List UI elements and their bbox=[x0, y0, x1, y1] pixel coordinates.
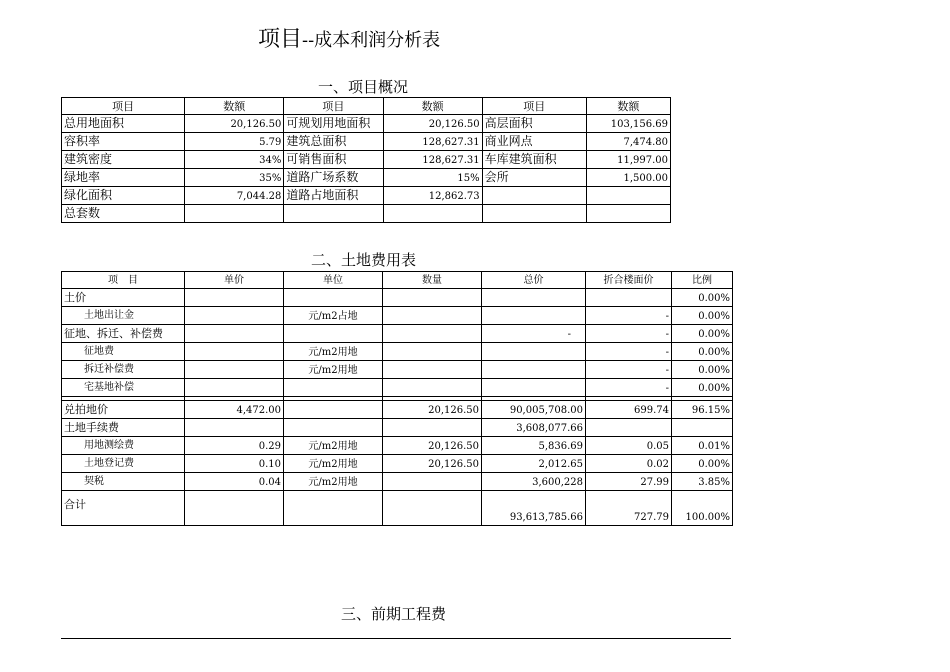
table-cell: 元/m2用地 bbox=[284, 437, 383, 455]
table-cell: - bbox=[586, 361, 672, 379]
table-cell: 总套数 bbox=[62, 205, 185, 223]
table-row bbox=[62, 169, 671, 187]
table-top-border bbox=[61, 638, 731, 639]
table-cell: 1,500.00 bbox=[586, 169, 670, 187]
table-cell: 绿化面积 bbox=[62, 187, 185, 205]
table-row bbox=[62, 455, 733, 473]
table-cell bbox=[482, 187, 586, 205]
table-row bbox=[62, 133, 671, 151]
table-cell bbox=[586, 419, 672, 437]
header-cell: 数额 bbox=[383, 98, 482, 115]
table-header-row bbox=[62, 98, 671, 115]
table-cell: 土地登记费 bbox=[62, 455, 185, 473]
table-cell bbox=[185, 361, 284, 379]
page-title bbox=[258, 22, 440, 53]
table-cell bbox=[284, 419, 383, 437]
header-cell: 单价 bbox=[185, 272, 284, 289]
table-cell: 0.05 bbox=[586, 437, 672, 455]
table-row bbox=[62, 343, 733, 361]
table-cell bbox=[482, 343, 586, 361]
table-cell: 12,862.73 bbox=[383, 187, 482, 205]
table-cell bbox=[185, 325, 284, 343]
table-cell bbox=[383, 419, 482, 437]
table-cell: 拆迁补偿费 bbox=[62, 361, 185, 379]
table-cell bbox=[586, 187, 670, 205]
table-row bbox=[62, 307, 733, 325]
table-cell: 20,126.50 bbox=[383, 401, 482, 419]
table-cell: 11,997.00 bbox=[586, 151, 670, 169]
table-cell: 20,126.50 bbox=[383, 115, 482, 133]
header-cell: 数额 bbox=[185, 98, 284, 115]
table-cell: 35% bbox=[185, 169, 284, 187]
table-cell: 3,600,228 bbox=[482, 473, 586, 491]
table-cell: 27.99 bbox=[586, 473, 672, 491]
table-cell: 0.04 bbox=[185, 473, 284, 491]
table-cell: 0.10 bbox=[185, 455, 284, 473]
table-cell: 宅基地补偿 bbox=[62, 379, 185, 397]
table-cell bbox=[383, 343, 482, 361]
table-row bbox=[62, 187, 671, 205]
table-cell: 用地测绘费 bbox=[62, 437, 185, 455]
table-row bbox=[62, 325, 733, 343]
table-cell: 绿地率 bbox=[62, 169, 185, 187]
table-cell: 0.00% bbox=[672, 455, 733, 473]
table-cell bbox=[383, 325, 482, 343]
table-cell bbox=[383, 289, 482, 307]
table-cell bbox=[185, 289, 284, 307]
table-row bbox=[62, 473, 733, 491]
table-cell: 容积率 bbox=[62, 133, 185, 151]
table-cell: 128,627.31 bbox=[383, 133, 482, 151]
table-cell: 车库建筑面积 bbox=[482, 151, 586, 169]
table-cell: 0.02 bbox=[586, 455, 672, 473]
table-row bbox=[62, 401, 733, 419]
table-row bbox=[62, 437, 733, 455]
table-cell: 总用地面积 bbox=[62, 115, 185, 133]
table-row bbox=[62, 289, 733, 307]
table-cell bbox=[185, 491, 284, 526]
table-cell bbox=[185, 307, 284, 325]
table-cell bbox=[383, 205, 482, 223]
table-cell: 20,126.50 bbox=[383, 437, 482, 455]
table-cell: 兑拍地价 bbox=[62, 401, 185, 419]
table-cell: 699.74 bbox=[586, 401, 672, 419]
table-cell: 元/m2用地 bbox=[284, 343, 383, 361]
table-cell bbox=[185, 343, 284, 361]
table-cell: 15% bbox=[383, 169, 482, 187]
table-cell: 0.00% bbox=[672, 343, 733, 361]
table-cell: 高层面积 bbox=[482, 115, 586, 133]
table-row bbox=[62, 361, 733, 379]
table-cell: 103,156.69 bbox=[586, 115, 670, 133]
table-cell bbox=[185, 205, 284, 223]
table-cell: 会所 bbox=[482, 169, 586, 187]
header-cell: 数量 bbox=[383, 272, 482, 289]
table-cell bbox=[383, 379, 482, 397]
table-header-row bbox=[62, 272, 733, 289]
table-cell: 0.00% bbox=[672, 379, 733, 397]
table-cell: - bbox=[586, 379, 672, 397]
table-cell bbox=[383, 307, 482, 325]
table-cell: 元/m2占地 bbox=[284, 307, 383, 325]
table-cell: 128,627.31 bbox=[383, 151, 482, 169]
header-cell: 比例 bbox=[672, 272, 733, 289]
table-cell: - bbox=[586, 325, 672, 343]
header-cell: 项 目 bbox=[62, 272, 185, 289]
table-cell: 建筑总面积 bbox=[284, 133, 383, 151]
table-cell: 5.79 bbox=[185, 133, 284, 151]
table-cell: 征地、拆迁、补偿费 bbox=[62, 325, 185, 343]
table-cell bbox=[284, 325, 383, 343]
table-cell: 元/m2用地 bbox=[284, 473, 383, 491]
table-cell bbox=[284, 401, 383, 419]
table-cell: 土价 bbox=[62, 289, 185, 307]
table-cell: 土地出让金 bbox=[62, 307, 185, 325]
table-row bbox=[62, 419, 733, 437]
table-cell: 93,613,785.66 bbox=[482, 491, 586, 526]
table-cell: 20,126.50 bbox=[383, 455, 482, 473]
header-cell: 项目 bbox=[482, 98, 586, 115]
table-cell: 道路广场系数 bbox=[284, 169, 383, 187]
table-cell: 727.79 bbox=[586, 491, 672, 526]
table-cell: 0.00% bbox=[672, 361, 733, 379]
table-cell: 7,044.28 bbox=[185, 187, 284, 205]
table-cell: 2,012.65 bbox=[482, 455, 586, 473]
header-cell: 总价 bbox=[482, 272, 586, 289]
table-cell bbox=[284, 289, 383, 307]
table-cell: 90,005,708.00 bbox=[482, 401, 586, 419]
table-cell bbox=[185, 419, 284, 437]
table-cell: 可规划用地面积 bbox=[284, 115, 383, 133]
table-cell: 0.00% bbox=[672, 289, 733, 307]
table-row bbox=[62, 205, 671, 223]
table-cell: 元/m2用地 bbox=[284, 361, 383, 379]
table-row bbox=[62, 115, 671, 133]
table-cell: - bbox=[586, 343, 672, 361]
table-cell: 5,836.69 bbox=[482, 437, 586, 455]
section1-title: 一、项目概况 bbox=[318, 78, 409, 96]
table-cell: 0.29 bbox=[185, 437, 284, 455]
table-cell: 0.00% bbox=[672, 307, 733, 325]
table-cell bbox=[482, 307, 586, 325]
table-cell: 34% bbox=[185, 151, 284, 169]
table-cell bbox=[284, 205, 383, 223]
table-cell bbox=[586, 205, 670, 223]
table-cell bbox=[284, 379, 383, 397]
table-cell: 0.01% bbox=[672, 437, 733, 455]
table-cell bbox=[185, 379, 284, 397]
table-cell: 100.00% bbox=[672, 491, 733, 526]
header-cell: 单位 bbox=[284, 272, 383, 289]
table-cell: 3.85% bbox=[672, 473, 733, 491]
table-cell: 4,472.00 bbox=[185, 401, 284, 419]
table-cell bbox=[284, 491, 383, 526]
table-cell bbox=[383, 361, 482, 379]
header-cell: 项目 bbox=[284, 98, 383, 115]
table-cell bbox=[482, 205, 586, 223]
table-cell: 0.00% bbox=[672, 325, 733, 343]
page-title-rest: --成本利润分析表 bbox=[302, 30, 441, 51]
table-cell bbox=[383, 491, 482, 526]
table-cell: 96.15% bbox=[672, 401, 733, 419]
table-row bbox=[62, 379, 733, 397]
table-cell bbox=[482, 361, 586, 379]
table-cell: 建筑密度 bbox=[62, 151, 185, 169]
table-cell: 7,474.80 bbox=[586, 133, 670, 151]
header-cell: 数额 bbox=[586, 98, 670, 115]
table-cell: 征地费 bbox=[62, 343, 185, 361]
table-cell: 道路占地面积 bbox=[284, 187, 383, 205]
land-cost-table bbox=[61, 271, 733, 526]
table-cell: 契税 bbox=[62, 473, 185, 491]
table-row bbox=[62, 151, 671, 169]
table-cell: 可销售面积 bbox=[284, 151, 383, 169]
header-cell: 项目 bbox=[62, 98, 185, 115]
table-cell: 20,126.50 bbox=[185, 115, 284, 133]
table-total-row bbox=[62, 491, 733, 526]
table-cell bbox=[482, 379, 586, 397]
section2-title: 二、土地费用表 bbox=[311, 251, 417, 269]
table-cell bbox=[672, 419, 733, 437]
table-cell: 3,608,077.66 bbox=[482, 419, 586, 437]
project-overview-table bbox=[61, 97, 671, 223]
page-title-main: 项目 bbox=[258, 27, 303, 52]
table-cell bbox=[482, 289, 586, 307]
table-cell: 元/m2用地 bbox=[284, 455, 383, 473]
table-cell: 商业网点 bbox=[482, 133, 586, 151]
table-cell: - bbox=[586, 307, 672, 325]
table-cell bbox=[586, 289, 672, 307]
section3-title: 三、前期工程费 bbox=[341, 605, 447, 623]
table-cell: 土地手续费 bbox=[62, 419, 185, 437]
table-cell: 合计 bbox=[62, 491, 185, 526]
table-cell: - bbox=[482, 325, 586, 343]
header-cell: 折合楼面价 bbox=[586, 272, 672, 289]
table-cell bbox=[383, 473, 482, 491]
